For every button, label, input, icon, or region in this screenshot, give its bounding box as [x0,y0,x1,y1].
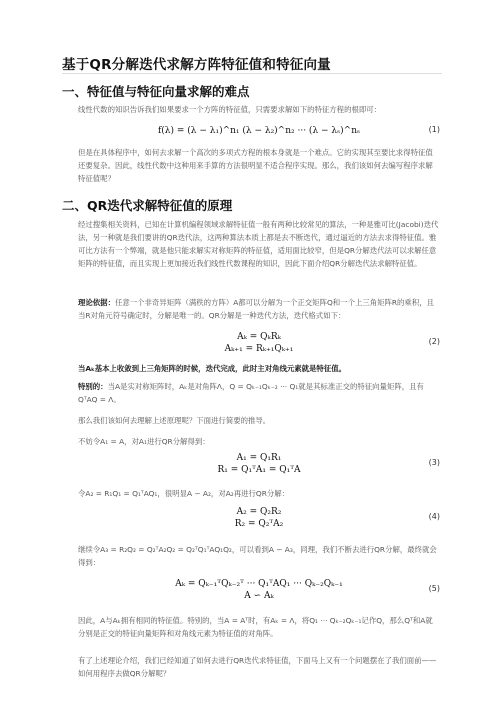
equation-1 [78,125,440,137]
equation-4-number: (4) [428,512,440,521]
equation-1-body: f(λ) = (λ − λ₁)^n₁ (λ − λ₂)^n₂ ··· (λ − λₛ)^nₛ [157,126,361,136]
equation-2-line-1: Aₖ = QₖRₖ [237,332,281,342]
equation-3-line-1: A₁ = Q₁R₁ [236,453,282,463]
conclusion-paragraph: 因此，A与Aₖ拥有相同的特征值。特别的，当A = Aᵀ时，有Aₖ = Λ，将Q₁ ··· Qₖ₋₂Qₖ₋₁记作Q，那么Qᵀ和A就分别是正交的特征向量矩阵和对角线元素为特征值的对角阵。 [78,616,433,638]
equation-3-line-2: R₁ = Q₁ᵀA₁ = Q₁ᵀA [217,465,301,475]
title-divider [62,73,442,74]
equation-5 [78,578,440,602]
section-1-paragraph-1: 线性代数的知识告诉我们如果要求一个方阵的特征值，只需要求解如下的特征方程的根即可： [78,105,382,114]
equation-3-number: (3) [428,458,440,467]
convergence-note-text: 当Aₖ基本上收敛到上三角矩阵的时候，迭代完成，此时主对角线元素就是特征值。 [78,364,346,373]
equation-4-line-1: A₂ = Q₂R₂ [236,507,282,517]
theory-paragraph [78,296,440,322]
equation-2 [78,331,440,355]
special-case-text: 当A是实对称矩阵时，Aₖ是对角阵Λ，Q = Qₖ₋₁Qₖ₋₂ ··· Q₁就是其标准正交的特征向量矩阵，且有QᵀAQ = Λ。 [78,382,424,404]
equation-1-number: (1) [428,125,440,134]
section-2-heading: 二、QR迭代求解特征值的原理 [62,198,233,213]
section-2-paragraph-1: 经过搜集相关资料，已知在计算机编程领域求解特征值一般有两种比较常见的算法，一种是雅可比(Jacobi)迭代法，另一种就是我们要讲的QR迭代法，这两种算法本质上都是去不断迭代，通过逼近的方法去求得特征值。雅可比方法有一个弊端，就是他只能求解实对称矩阵的特征值，适用面比较窄，但是QR分解迭代法可以求解任意矩阵的特征值，而且实现上更加接近我们线性代数课程的知识，因此下面介绍QR分解迭代法求解特征值。 [78,220,439,268]
equation-2-line-2: Aₖ₊₁ = Rₖ₊₁Qₖ₊₁ [224,344,294,354]
page-title: 基于QR分解迭代求解方阵特征值和特征向量 [62,57,331,73]
equation-4 [78,506,440,530]
section-1-paragraph-2: 但是在具体程序中，如何去求解一个高次的多项式方程的根本身就是一个难点。它的实现其至要比求得特征值还要复杂。因此，线性代数中这种用来手算的方法很明显不适合程序实现。那么，我们该如何去编写程序求解特征值呢？ [78,148,433,183]
theory-label: 理论依据： [78,298,115,307]
theory-text: 任意一个非奇异矩阵（满秩的方阵）A都可以分解为一个正交矩阵Q和一个上三角矩阵R的乘积，且当R对角元符号确定时，分解是唯一的。QR分解是一种迭代方法，迭代格式如下： [78,298,434,320]
convergence-note [78,362,440,375]
equation-3 [78,452,440,476]
equation-2-number: (2) [428,337,440,346]
special-case-label: 特别的： [78,382,108,391]
derivation-intro: 那么我们该如何去理解上述原理呢？下面进行简要的推导。 [78,416,271,425]
equation-4-line-2: R₂ = Q₂ᵀA₂ [234,519,284,529]
derivation-step-3: 继续令A₃ = R₂Q₂ = Q₂ᵀA₂Q₂ = Q₂ᵀQ₁ᵀAQ₁Q₂，可以看到A ∽ A₃，同理，我们不断去进行QR分解，最终就会得到： [78,545,437,567]
equation-5-number: (5) [428,584,440,593]
derivation-step-2: 令A₂ = R₁Q₁ = Q₁ᵀAQ₁，很明显A ∽ A₂，对A₂再进行QR分解： [78,489,290,498]
section-1-heading: 一、特征值与特征向量求解的难点 [62,84,250,99]
derivation-step-1: 不妨令A₁ = A，对A₁进行QR分解得到： [78,437,210,446]
equation-5-line-1: Aₖ = Qₖ₋₁ᵀQₖ₋₂ᵀ ··· Q₁ᵀAQ₁ ··· Qₖ₋₂Qₖ₋₁ [175,579,343,589]
special-case-paragraph [78,380,440,406]
equation-5-line-2: A ∽ Aₖ [244,591,274,601]
closing-paragraph: 有了上述理论介绍，我们已经知道了如何去进行QR迭代求特征值，下面马上又有一个问题摆在了我们面前——如何用程序去做QR分解呢？ [78,656,437,678]
